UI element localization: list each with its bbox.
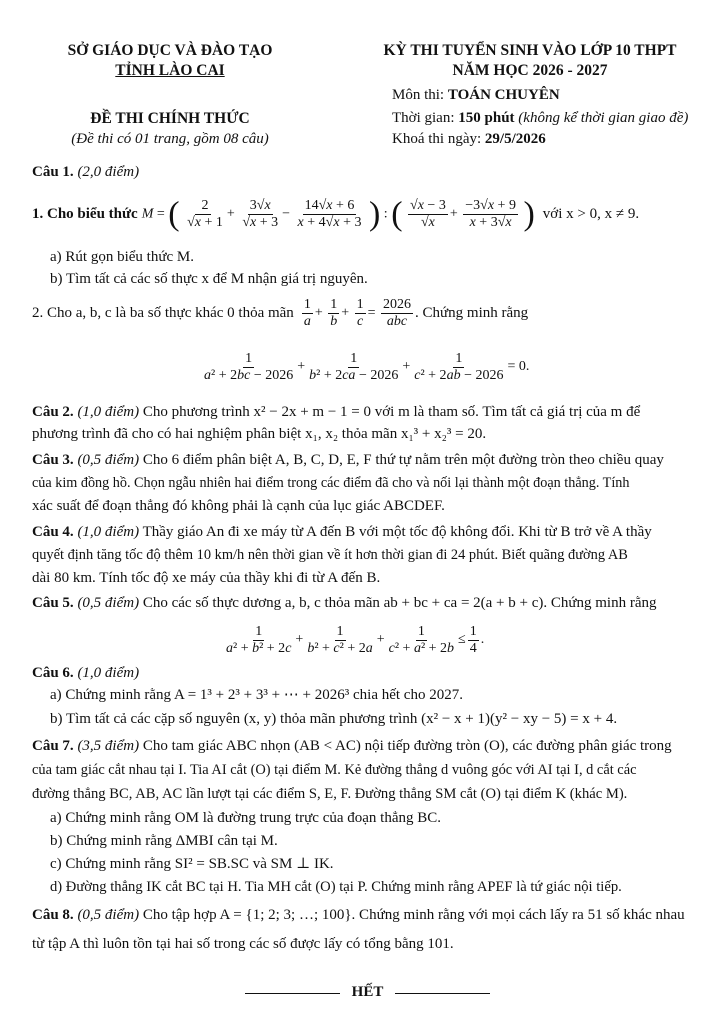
province-name: TỈNH LÀO CAI — [115, 62, 225, 79]
q8-text-1: Cho tập hợp A = {1; 2; 3; …; 100}. Chứng minh rằng với mọi cách lấy ra 51 số khác nhau — [142, 907, 685, 923]
q7-part-d: d) Đường thẳng IK cắt BC tại H. Tia MH cắt (O) tại P. Chứng minh rằng APEF là tứ giác nội tiếp. — [50, 879, 622, 895]
q4-text-1: Thầy giáo An đi xe máy từ A đến B với một tốc độ không đổi. Khi từ B trở về A thầy — [142, 524, 652, 540]
q7-part-a: a) Chứng minh rằng OM là đường trung trực của đoạn thẳng BC. — [50, 810, 442, 826]
department-name: SỞ GIÁO DỤC VÀ ĐÀO TẠO — [67, 42, 273, 59]
q1-part2-lead: 2. Cho a, b, c là ba số thực khác 0 thỏa mãn — [32, 304, 294, 321]
q1-expression-line — [32, 188, 639, 240]
q4-line2: quyết định tăng tốc độ thêm 10 km/h nên thời gian về ít hơn thời gian đi 24 phút. Biết quãng đường AB — [32, 547, 628, 563]
q4-line3: dài 80 km. Tính tốc độ xe máy của thầy khi đi từ A đến B. — [32, 570, 381, 586]
time-value: 150 phút — [458, 110, 515, 126]
q3-line2: của kim đồng hồ. Chọn ngẫu nhiên hai điểm trong các điểm đã cho và nối lại thành một đoạn thẳng. Tính — [32, 475, 630, 491]
q1-part2-identity: $\frac{1}{\text{a² + 2bc − 2026}}$ + $\frac{1}{\text{b² + 2ca − 2026}}$ + $\frac{1}{\text{c² + 2ab − 2026}}$ = 0. — [204, 350, 530, 383]
q2-line1 — [32, 403, 640, 422]
q5-title: Câu 5. — [32, 595, 74, 611]
q3-line3: xác suất để đoạn thẳng đó không phải là cạnh của lục giác ABCDEF. — [32, 498, 445, 514]
subject-value: TOÁN CHUYÊN — [447, 87, 560, 103]
time-label: Thời gian: — [392, 110, 455, 126]
footer-rule-right — [395, 993, 490, 994]
q1-part2-tail: . Chứng minh rằng — [415, 304, 529, 321]
q7-part-b: b) Chứng minh rằng ΔMBI cân tại M. — [50, 833, 278, 849]
q6-points: (1,0 điểm) — [77, 665, 140, 681]
footer-rule-left — [245, 993, 340, 994]
q7-line3: đường thẳng BC, AB, AC lần lượt tại các điểm S, E, F. Đường thẳng SM cắt (O) tại điểm K (khác M). — [32, 786, 628, 802]
subject-row — [392, 86, 560, 105]
q7-line2: của tam giác cắt nhau tại I. Tia AI cắt (O) tại điểm M. Kẻ đường thẳng d vuông góc với AI tại I, d cắt các — [32, 762, 637, 778]
date-label: Khoá thi ngày: — [392, 131, 482, 147]
date-value: 29/5/2026 — [484, 131, 546, 147]
q2-line2: phương trình đã cho có hai nghiệm phân biệt x₁, x₂ thỏa mãn x₁³ + x₂³ = 20. — [32, 426, 487, 442]
q1-title: Câu 1. — [32, 164, 74, 180]
q4-title: Câu 4. — [32, 524, 74, 540]
q1-points: (2,0 điểm) — [77, 164, 140, 180]
q1-expression: M = ( $\frac{2}{√x + 1}$ + $\frac{3√x}{√x + 3}$ − $\frac{14√x + 6}{x + 4√x + 3}$ ) : ( $\frac{√x - 3}{√x}$ + $\frac{-3√x + 9}{x + 3√x}$ ) — [141, 195, 535, 232]
time-row — [392, 109, 688, 128]
q7-line1 — [32, 737, 672, 756]
q2-title: Câu 2. — [32, 404, 74, 420]
q5-line1 — [32, 594, 657, 613]
q6-title: Câu 6. — [32, 665, 74, 681]
official-label: ĐỀ THI CHÍNH THỨC — [90, 110, 250, 127]
school-year: NĂM HỌC 2026 - 2027 — [452, 62, 608, 79]
q1-part2-line — [32, 293, 528, 333]
q1-heading — [32, 163, 139, 182]
q1-part1-lead: 1. Cho biểu thức — [32, 205, 138, 222]
time-note: (không kể thời gian giao đề) — [518, 110, 689, 126]
q1-part-a: a) Rút gọn biểu thức M. — [50, 249, 194, 265]
q6-part-a: a) Chứng minh rằng A = 1³ + 2³ + 3³ + ⋯ + 2026³ chia hết cho 2027. — [50, 687, 463, 703]
q8-line2: từ tập A thì luôn tồn tại hai số trong các số được lấy có tổng bằng 101. — [32, 936, 454, 952]
q4-points: (1,0 điểm) — [77, 524, 140, 540]
q1-part2-condition: $\frac{1}{a}$ + $\frac{1}{b}$ + $\frac{1}{c}$ = $\frac{2026}{\text{abc}}$ — [303, 296, 412, 329]
q3-line1 — [32, 451, 664, 470]
q5-inequality: $\frac{1}{\text{a² + b² + 2c}}$ + $\frac{1}{\text{b² + c² + 2a}}$ + $\frac{1}{\text{c² + a² + 2b}}$ ≤ $\frac{1}{4}$ . — [226, 623, 485, 656]
q2-points: (1,0 điểm) — [77, 404, 140, 420]
q7-text-1: Cho tam giác ABC nhọn (AB < AC) nội tiếp đường tròn (O), các đường phân giác trong — [142, 738, 672, 754]
date-row — [392, 130, 546, 149]
q3-title: Câu 3. — [32, 452, 74, 468]
q7-points: (3,5 điểm) — [77, 738, 140, 754]
exam-name: KỲ THI TUYỂN SINH VÀO LỚP 10 THPT — [383, 42, 677, 59]
q6-heading — [32, 664, 139, 683]
q7-part-c: c) Chứng minh rằng SI² = SB.SC và SM ⊥ IK. — [50, 856, 334, 872]
q6-part-b: b) Tìm tất cả các cặp số nguyên (x, y) thỏa mãn phương trình (x² − x + 1)(y² − xy − 5) = x + 4. — [50, 711, 618, 727]
q2-text-1: Cho phương trình x² − 2x + m − 1 = 0 với m là tham số. Tìm tất cả giá trị của m để — [142, 404, 641, 420]
q1-condition: với x > 0, x ≠ 9. — [542, 205, 640, 222]
subject-label: Môn thi: — [392, 87, 445, 103]
q8-line1 — [32, 906, 685, 925]
end-marker: HẾT — [351, 984, 384, 1000]
q8-title: Câu 8. — [32, 907, 74, 923]
q1-part-b: b) Tìm tất cả các số thực x để M nhận giá trị nguyên. — [50, 271, 368, 287]
q7-title: Câu 7. — [32, 738, 74, 754]
q4-line1 — [32, 523, 652, 542]
q5-text-1: Cho các số thực dương a, b, c thỏa mãn ab + bc + ca = 2(a + b + c). Chứng minh rằng — [142, 595, 657, 611]
pages-note: (Đề thi có 01 trang, gồm 08 câu) — [71, 131, 269, 147]
q5-points: (0,5 điểm) — [77, 595, 140, 611]
q3-points: (0,5 điểm) — [77, 452, 140, 468]
q3-text-1: Cho 6 điểm phân biệt A, B, C, D, E, F thứ tự nằm trên một đường tròn theo chiều quay — [142, 452, 664, 468]
q8-points: (0,5 điểm) — [77, 907, 140, 923]
